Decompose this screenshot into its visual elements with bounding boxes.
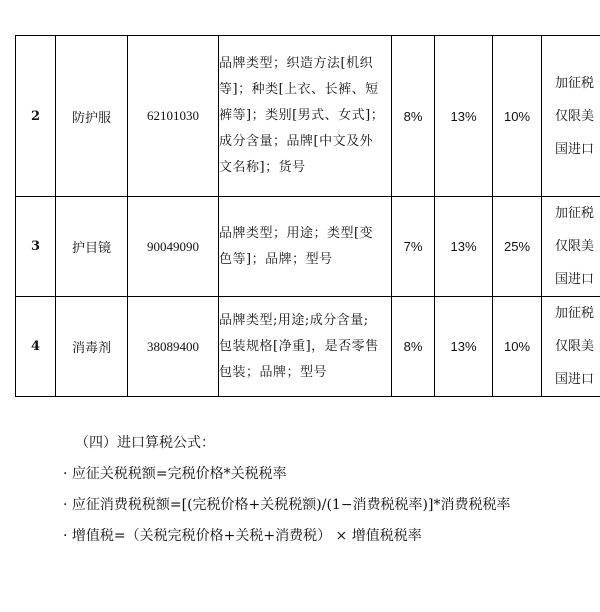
tax-rate-2: 13% (435, 197, 493, 297)
tax-rate-3: 25% (493, 197, 542, 297)
table-row (16, 197, 600, 297)
tax-rate-1: 8% (392, 297, 435, 397)
remark (542, 36, 600, 197)
declaration-line: 品牌类型;用途;成分含量; (219, 312, 369, 328)
remark-line: 加征税 (554, 306, 594, 321)
tariff-table (15, 35, 600, 397)
formula-customs-duty: · 应征关税税额=完税价格*关税税率 (63, 466, 287, 482)
declaration-line: 包装规格[净重]，是否零售 (219, 338, 379, 354)
declaration-line: 品牌类型；织造方法[机织 (219, 56, 374, 71)
product-name: 消毒剂 (56, 297, 128, 397)
declaration-line: 等]；种类[上衣、长裤、短 (219, 82, 379, 97)
remark-line: 国进口 (554, 372, 594, 387)
declaration-elements (219, 197, 392, 297)
section-heading: （四）进口算税公式： (75, 435, 215, 451)
table-row (16, 297, 600, 397)
declaration-line: 文名称]；货号 (219, 160, 306, 175)
remark-line: 仅限美 (554, 239, 594, 254)
product-name: 防护服 (56, 36, 128, 197)
table-row (16, 36, 600, 197)
hs-code: 90049090 (128, 197, 219, 297)
formula-vat: · 增值税=（关税完税价格+关税+消费税） × 增值税税率 (63, 528, 422, 544)
tax-rate-3: 10% (493, 297, 542, 397)
hs-code: 62101030 (128, 36, 219, 197)
tax-formula-section (63, 428, 573, 552)
remark-line: 国进口 (554, 272, 594, 287)
remark-line: 仅限美 (554, 108, 594, 124)
declaration-line: 裤等]；类别[男式、女式]； (219, 108, 385, 123)
product-name: 护目镜 (56, 197, 128, 297)
formula-consumption-tax: · 应征消费税税额=[(完税价格+关税税额)/(1−消费税税率)]*消费税税率 (63, 497, 511, 513)
declaration-line: 色等]；品牌；型号 (219, 251, 333, 267)
remark (542, 197, 600, 297)
row-number: 4 (16, 297, 56, 397)
tax-rate-2: 13% (435, 36, 493, 197)
tax-rate-3: 10% (493, 36, 542, 197)
row-number: 2 (16, 36, 56, 197)
remark-line: 仅限美 (554, 339, 594, 354)
declaration-elements (219, 297, 392, 397)
tax-rate-1: 7% (392, 197, 435, 297)
remark (542, 297, 600, 397)
declaration-line: 品牌类型；用途；类型[变 (219, 225, 374, 241)
remark-line: 国进口 (554, 141, 594, 157)
declaration-line: 成分含量；品牌[中文及外 (219, 134, 374, 149)
remark-line: 加征税 (554, 206, 594, 221)
declaration-line: 包装；品牌；型号 (219, 364, 328, 380)
tax-rate-2: 13% (435, 297, 493, 397)
tax-rate-1: 8% (392, 36, 435, 197)
declaration-elements (219, 36, 392, 197)
row-number: 3 (16, 197, 56, 297)
hs-code: 38089400 (128, 297, 219, 397)
remark-line: 加征税 (554, 75, 594, 91)
